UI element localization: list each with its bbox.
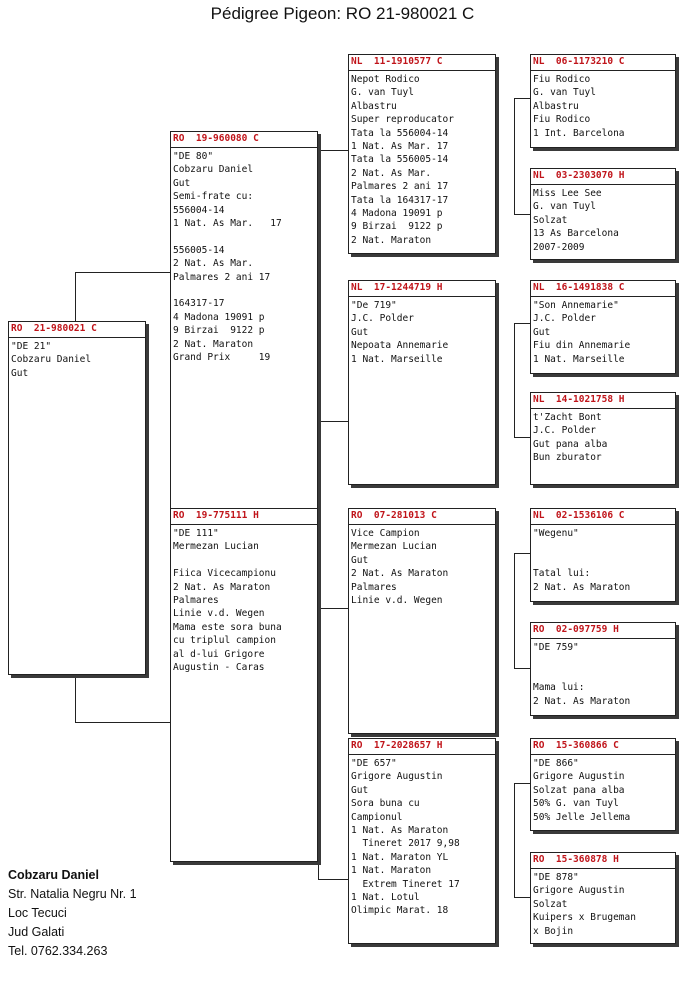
card-details [531,297,675,366]
detail-line: Mama este sora buna [173,621,282,633]
ring-number: RO 19-960080 C [171,132,317,148]
detail-line [533,554,673,567]
detail-line: 2 Nat. As Mar. [173,258,254,270]
detail-line: 1 Nat. Marseille [351,353,443,365]
detail-line: Palmares [173,595,219,607]
detail-line: 2 Nat. As Maraton [173,581,271,593]
detail-line: "DE 878" [533,872,579,883]
detail-line: Gut [533,326,551,338]
detail-line: "DE 80" [173,151,214,162]
ring-number: RO 02-097759 H [531,623,675,639]
pigeon-card-sss [530,54,676,148]
detail-line: 1 Nat. Maraton [351,865,432,877]
ring-number: NL 16-1491838 C [531,281,675,297]
detail-line: Mermezan Lucian [173,541,259,553]
detail-line: "DE 866" [533,758,579,769]
detail-line: "DE 21" [11,341,52,352]
pigeon-card-sire-sire [348,54,496,254]
detail-line: 1 Nat. As Maraton [351,825,449,837]
pigeon-card-dam-dam [348,738,496,944]
detail-line: Albastru [351,100,397,112]
detail-line: Gut [11,367,29,379]
detail-line: 1 Nat. Lotul [351,892,420,904]
detail-line: 1 Nat. Marseille [533,353,625,365]
detail-line: Olimpic Marat. 18 [351,905,449,917]
ring-number: NL 02-1536106 C [531,509,675,525]
connector [318,879,348,880]
detail-line: Extrem Tineret 17 [351,878,460,890]
detail-line: G. van Tuyl [351,87,414,99]
detail-line: Linie v.d. Wegen [351,595,443,607]
detail-line: "DE 111" [173,528,219,539]
connector [318,608,348,609]
detail-line: Vice Campion [351,528,420,539]
ring-number: NL 03-2303070 H [531,169,675,185]
detail-line: Grand Prix 19 [173,352,271,364]
detail-line: Gut [351,554,369,566]
detail-line: Grigore Augustin [533,771,625,783]
pigeon-card-ssd [530,168,676,260]
detail-line: G. van Tuyl [533,201,596,213]
detail-line: 2 Nat. Maraton [351,234,432,246]
ring-number: RO 21-980021 C [9,322,145,338]
card-details [531,639,675,708]
detail-line: cu triplul campion [173,635,276,647]
detail-line [533,654,673,667]
detail-line: Super reproducator [351,114,454,126]
detail-line: 1 Nat. As Mar. 17 [173,218,282,230]
detail-line: Bun zburator [533,452,602,464]
card-details [531,409,675,465]
detail-line: Nepot Rodico [351,74,420,85]
connector [514,98,530,99]
detail-line: Fiica Vicecampionu [173,568,276,580]
detail-line: Sora buna cu [351,798,420,810]
detail-line: Palmares 2 ani 17 [351,181,449,193]
detail-line: 9 Birzai 9122 p [173,325,265,337]
detail-line [533,540,673,553]
ring-number: RO 15-360878 H [531,853,675,869]
detail-line: Miss Lee See [533,188,602,199]
connector [318,150,319,422]
detail-line: 2 Nat. As Mar. [351,167,432,179]
card-details [9,338,145,380]
connector [514,553,515,669]
owner-city: Loc Tecuci [8,906,67,920]
connector [514,897,530,898]
detail-line: 1 Int. Barcelona [533,127,625,139]
detail-line: "DE 759" [533,642,579,653]
card-details [531,869,675,938]
detail-line: Tata la 164317-17 [351,194,449,206]
detail-line: 2 Nat. Maraton [173,338,254,350]
pigeon-card-dss [530,508,676,602]
detail-line: Gut [351,784,369,796]
detail-line: x Bojin [533,925,574,937]
connector [514,553,530,554]
detail-line: J.C. Polder [533,425,596,437]
card-details [531,755,675,824]
pigeon-card-sire [170,131,318,511]
detail-line: 2007-2009 [533,241,585,253]
detail-line: 50% Jelle Jellema [533,811,631,823]
owner-county: Jud Galati [8,925,65,939]
pigeon-card-sds [530,280,676,374]
detail-line: 2 Nat. As Maraton [533,581,631,593]
detail-line: Nepoata Annemarie [351,340,449,352]
detail-line: G. van Tuyl [533,87,596,99]
pigeon-card-dam [170,508,318,862]
connector [75,272,171,273]
pigeon-card-dsd [530,622,676,716]
detail-line: 2 Nat. As Maraton [533,695,631,707]
detail-line: Solzat [533,214,568,226]
detail-line: Kuipers x Brugeman [533,912,636,924]
detail-line: Palmares 2 ani 17 [173,271,271,283]
detail-line: J.C. Polder [533,313,596,325]
ring-number: RO 19-775111 H [171,509,317,525]
owner-name: Cobzaru Daniel [8,868,99,882]
detail-line: 13 As Barcelona [533,228,619,240]
connector [514,323,530,324]
detail-line: 556004-14 [173,204,225,216]
detail-line: 1 Nat. As Mar. 17 [351,141,449,153]
detail-line: Palmares [351,581,397,593]
detail-line: Cobzaru Daniel [11,354,92,366]
ring-number: NL 14-1021758 H [531,393,675,409]
card-details [531,71,675,140]
connector [514,668,530,669]
card-details [531,185,675,254]
ring-number: NL 11-1910577 C [349,55,495,71]
detail-line: "De 719" [351,300,397,311]
card-details [349,297,495,366]
connector [514,98,515,215]
detail-line: Solzat [533,898,568,910]
detail-line: 4 Madona 19091 p [173,311,265,323]
detail-line: Fiu Rodico [533,114,591,126]
detail-line: Grigore Augustin [351,771,443,783]
detail-line: 50% G. van Tuyl [533,798,619,810]
detail-line: 1 Nat. Maraton YL [351,851,449,863]
ring-number: RO 17-2028657 H [349,739,495,755]
pigeon-card-sire-dam [348,280,496,485]
detail-line: 164317-17 [173,298,225,310]
detail-line [173,230,315,243]
detail-line: Grigore Augustin [533,885,625,897]
connector [514,323,515,438]
detail-line: Solzat pana alba [533,784,625,796]
card-details [349,755,495,918]
detail-line: Mermezan Lucian [351,541,437,553]
owner-phone: Tel. 0762.334.263 [8,944,108,958]
detail-line: Gut pana alba [533,438,608,450]
connector [514,783,530,784]
connector [514,783,515,898]
connector [75,722,171,723]
detail-line: Campionul [351,811,403,823]
pigeon-card-dds [530,738,676,831]
detail-line: 556005-14 [173,244,225,256]
detail-line: al d-lui Grigore [173,648,265,660]
detail-line [533,668,673,681]
connector [318,608,319,880]
detail-line: "DE 657" [351,758,397,769]
connector [514,214,530,215]
connector [318,421,348,422]
detail-line: "Wegenu" [533,528,579,539]
detail-line: Fiu din Annemarie [533,340,631,352]
ring-number: NL 06-1173210 C [531,55,675,71]
card-details [171,148,317,364]
owner-address: Str. Natalia Negru Nr. 1 [8,887,137,901]
detail-line: Gut [351,326,369,338]
detail-line: Fiu Rodico [533,74,591,85]
page-title: Pédigree Pigeon: RO 21-980021 C [210,4,475,23]
detail-line: Augustin - Caras [173,662,265,674]
ring-number: RO 15-360866 C [531,739,675,755]
card-details [171,525,317,674]
detail-line: t'Zacht Bont [533,412,602,423]
connector [75,675,76,723]
owner-contact [8,866,137,961]
detail-line: Cobzaru Daniel [173,164,254,176]
pigeon-card-ddd [530,852,676,944]
detail-line: 4 Madona 19091 p [351,208,443,220]
ring-number: NL 17-1244719 H [349,281,495,297]
detail-line [173,554,315,567]
detail-line: Mama lui: [533,682,585,694]
pigeon-card-sdd [530,392,676,485]
card-details [349,525,495,607]
detail-line: Tineret 2017 9,98 [351,838,460,850]
detail-line: Tata la 556005-14 [351,154,449,166]
detail-line: 9 Birzai 9122 p [351,221,443,233]
card-details [531,525,675,594]
connector [318,150,348,151]
card-details [349,71,495,247]
detail-line: Semi-frate cu: [173,191,254,203]
connector [514,437,530,438]
detail-line: Gut [173,177,191,189]
detail-line: "Son Annemarie" [533,300,619,311]
detail-line: Linie v.d. Wegen [173,608,265,620]
detail-line: 2 Nat. As Maraton [351,568,449,580]
connector [75,272,76,321]
detail-line: Tata la 556004-14 [351,127,449,139]
detail-line [173,284,315,297]
ring-number: RO 07-281013 C [349,509,495,525]
detail-line: Albastru [533,100,579,112]
pigeon-card-dam-sire [348,508,496,734]
pigeon-card-subject [8,321,146,675]
detail-line: Tatal lui: [533,568,591,580]
detail-line: J.C. Polder [351,313,414,325]
